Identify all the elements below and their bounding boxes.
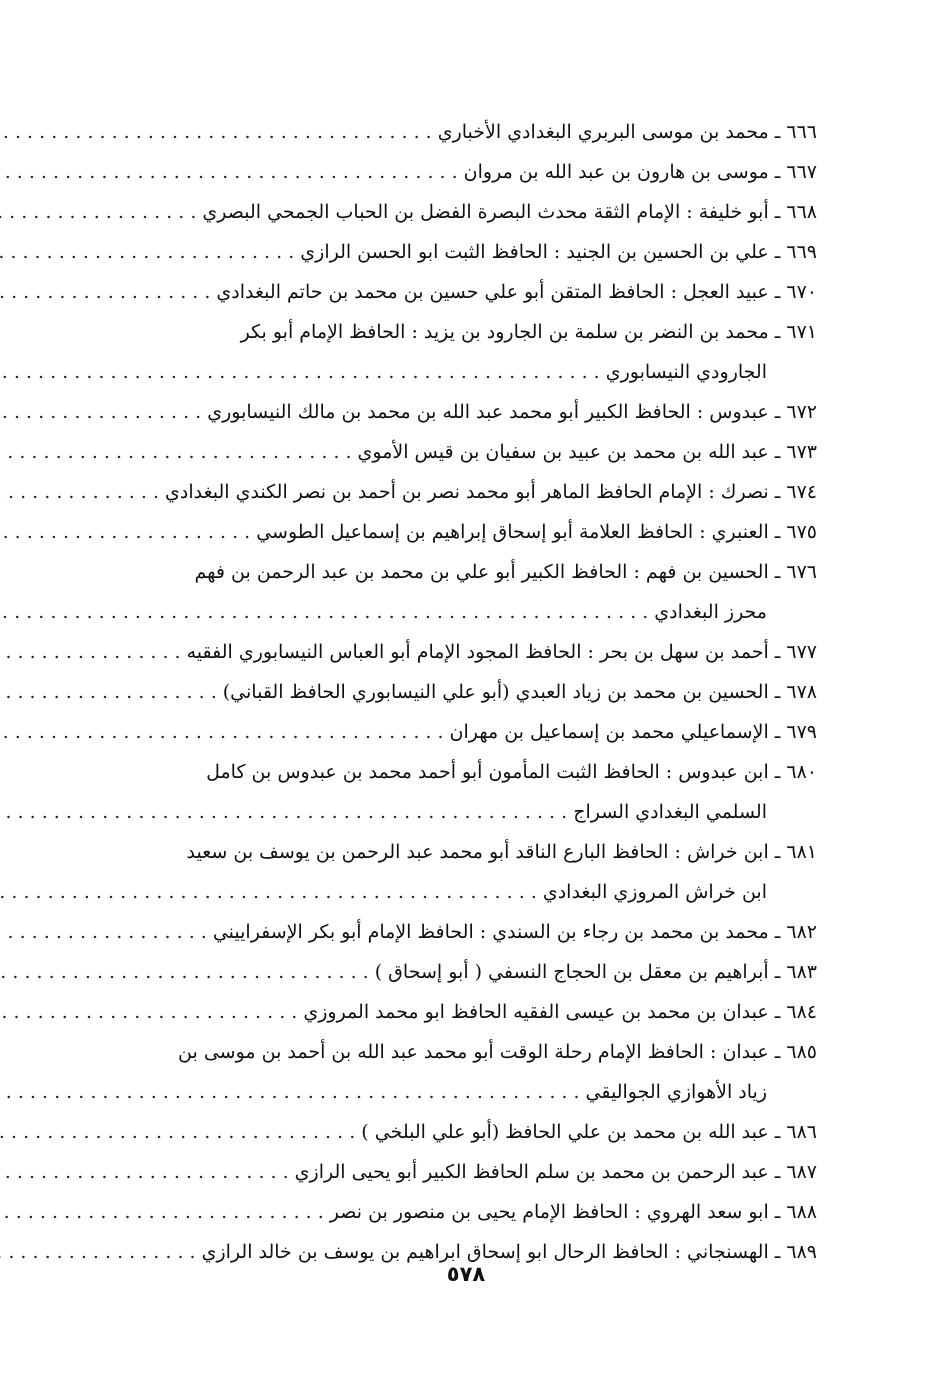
toc-entry-title: ٦٧٠ ـ عبيد العجل : الحافظ المتقن أبو علي حسين بن محمد بن حاتم البغدادي [216,281,817,303]
dot-leader [0,632,187,672]
dot-leader [0,432,358,472]
toc-entry [95,312,817,352]
toc-entry-title: السلمي البغدادي السراج [573,801,767,823]
table-of-contents [95,112,817,1272]
toc-entry-title: ٦٦٨ ـ أبو خليفة : الإمام الثقة محدث البصرة الفضل بن الحباب الجمحي البصري [202,201,817,223]
dot-leader [0,712,450,752]
toc-entry [95,112,817,152]
dot-leader [0,152,464,192]
dot-leader [0,112,438,152]
toc-entry [95,792,817,832]
dot-leader [0,272,216,312]
toc-entry [95,352,817,392]
toc-entry-title: ٦٧٩ ـ الإسماعيلي محمد بن إسماعيل بن مهران [449,721,817,743]
toc-entry [95,512,817,552]
page-number: ٥٧٨ [446,1262,486,1286]
toc-entry [95,152,817,192]
dot-leader [0,872,543,912]
dot-leader [0,1152,295,1192]
toc-entry [95,272,817,312]
toc-entry [95,432,817,472]
toc-entry-title: ٦٧٧ ـ أحمد بن سهل بن بحر : الحافظ المجود الإمام أبو العباس النيسابوري الفقيه [186,641,817,663]
dot-leader [0,352,606,392]
toc-entry [95,672,817,712]
toc-entry [95,232,817,272]
dot-leader [0,952,375,992]
toc-entry [95,1192,817,1232]
dot-leader [0,1192,330,1232]
toc-entry-title: محرز البغدادي [654,601,767,623]
toc-entry-title: ٦٧١ ـ محمد بن النضر بن سلمة بن الجارود بن يزيد : الحافظ الإمام أبو بكر [240,321,817,343]
toc-entry [95,592,817,632]
toc-entry [95,912,817,952]
dot-leader [0,792,573,832]
dot-leader [0,232,300,272]
dot-leader [0,192,202,232]
toc-entry [95,1152,817,1192]
toc-entry [95,1072,817,1112]
dot-leader [0,512,256,552]
toc-entry [95,392,817,432]
toc-entry-title: ٦٦٧ ـ موسى بن هارون بن عبد الله بن مروان [463,161,817,183]
toc-entry [95,632,817,672]
toc-entry [95,472,817,512]
toc-entry [95,952,817,992]
toc-entry [95,1112,817,1152]
toc-entry-title: ٦٨٣ ـ أبراهيم بن معقل بن الحجاج النسفي ( أبو إسحاق ) [374,961,817,983]
toc-entry [95,872,817,912]
toc-entry-title: ٦٨٥ ـ عبدان : الحافظ الإمام رحلة الوقت أبو محمد عبد الله بن أحمد بن موسى بن [178,1041,817,1063]
dot-leader [0,592,654,632]
toc-entry-title: زياد الأهوازي الجواليقي [585,1081,767,1103]
toc-entry-title: ٦٧٣ ـ عبد الله بن محمد بن عبيد بن سفيان بن قيس الأموي [357,441,817,463]
toc-entry [95,832,817,872]
toc-entry-title: ٦٨٠ ـ ابن عبدوس : الحافظ الثبت المأمون أبو أحمد محمد بن عبدوس بن كامل [206,761,817,783]
toc-entry-title: ٦٨٤ ـ عبدان بن محمد بن عيسى الفقيه الحافظ ابو محمد المروزي [303,1001,817,1023]
toc-entry-title: ٦٨٨ ـ ابو سعد الهروي : الحافظ الإمام يحيى بن منصور بن نصر [329,1201,817,1223]
toc-entry-title: الجارودي النيسابوري [605,361,767,383]
toc-entry-title: ٦٧٤ ـ نصرك : الإمام الحافظ الماهر أبو محمد نصر بن أحمد بن نصر الكندي البغدادي [165,481,817,503]
toc-entry [95,1032,817,1072]
toc-entry-title: ٦٨٩ ـ الهسنجاني : الحافظ الرحال ابو إسحاق ابراهيم بن يوسف بن خالد الرازي [201,1241,817,1263]
dot-leader [0,1072,586,1112]
dot-leader [0,472,165,512]
toc-entry [95,712,817,752]
toc-entry-title: ٦٧٦ ـ الحسين بن فهم : الحافظ الكبير أبو علي بن محمد بن عبد الرحمن بن فهم [194,561,817,583]
toc-entry-title: ٦٨٢ ـ محمد بن محمد بن رجاء بن السندي : الحافظ الإمام أبو بكر الإسفراييني [212,921,817,943]
toc-entry-title: ٦٦٩ ـ علي بن الحسين بن الجنيد : الحافظ الثبت ابو الحسن الرازي [300,241,817,263]
toc-entry-title: ٦٧٨ ـ الحسين بن محمد بن زياد العبدي (أبو علي النيسابوري الحافظ القباني) [222,681,817,703]
toc-entry-title: ٦٨٦ ـ عبد الله بن محمد بن علي الحافظ (أبو علي البلخي ) [361,1121,817,1143]
toc-entry-title: ٦٧٢ ـ عبدوس : الحافظ الكبير أبو محمد عبد الله بن محمد بن مالك النيسابوري [207,401,817,423]
toc-entry [95,552,817,592]
toc-entry [95,192,817,232]
dot-leader [0,912,213,952]
toc-entry [95,992,817,1032]
toc-entry-title: ٦٦٦ ـ محمد بن موسى البربري البغدادي الأخباري [437,121,817,143]
toc-entry-title: ابن خراش المروزي البغدادي [542,881,767,903]
toc-entry-title: ٦٨٧ ـ عبد الرحمن بن محمد بن سلم الحافظ الكبير أبو يحيى الرازي [294,1161,817,1183]
dot-leader [0,392,207,432]
dot-leader [0,1112,361,1152]
toc-entry-title: ٦٨١ ـ ابن خراش : الحافظ البارع الناقد أبو محمد عبد الرحمن بن يوسف بن سعيد [186,841,817,863]
dot-leader [0,992,303,1032]
toc-entry [95,752,817,792]
dot-leader [0,672,223,712]
toc-entry-title: ٦٧٥ ـ العنبري : الحافظ العلامة أبو إسحاق إبراهيم بن إسماعيل الطوسي [256,521,817,543]
